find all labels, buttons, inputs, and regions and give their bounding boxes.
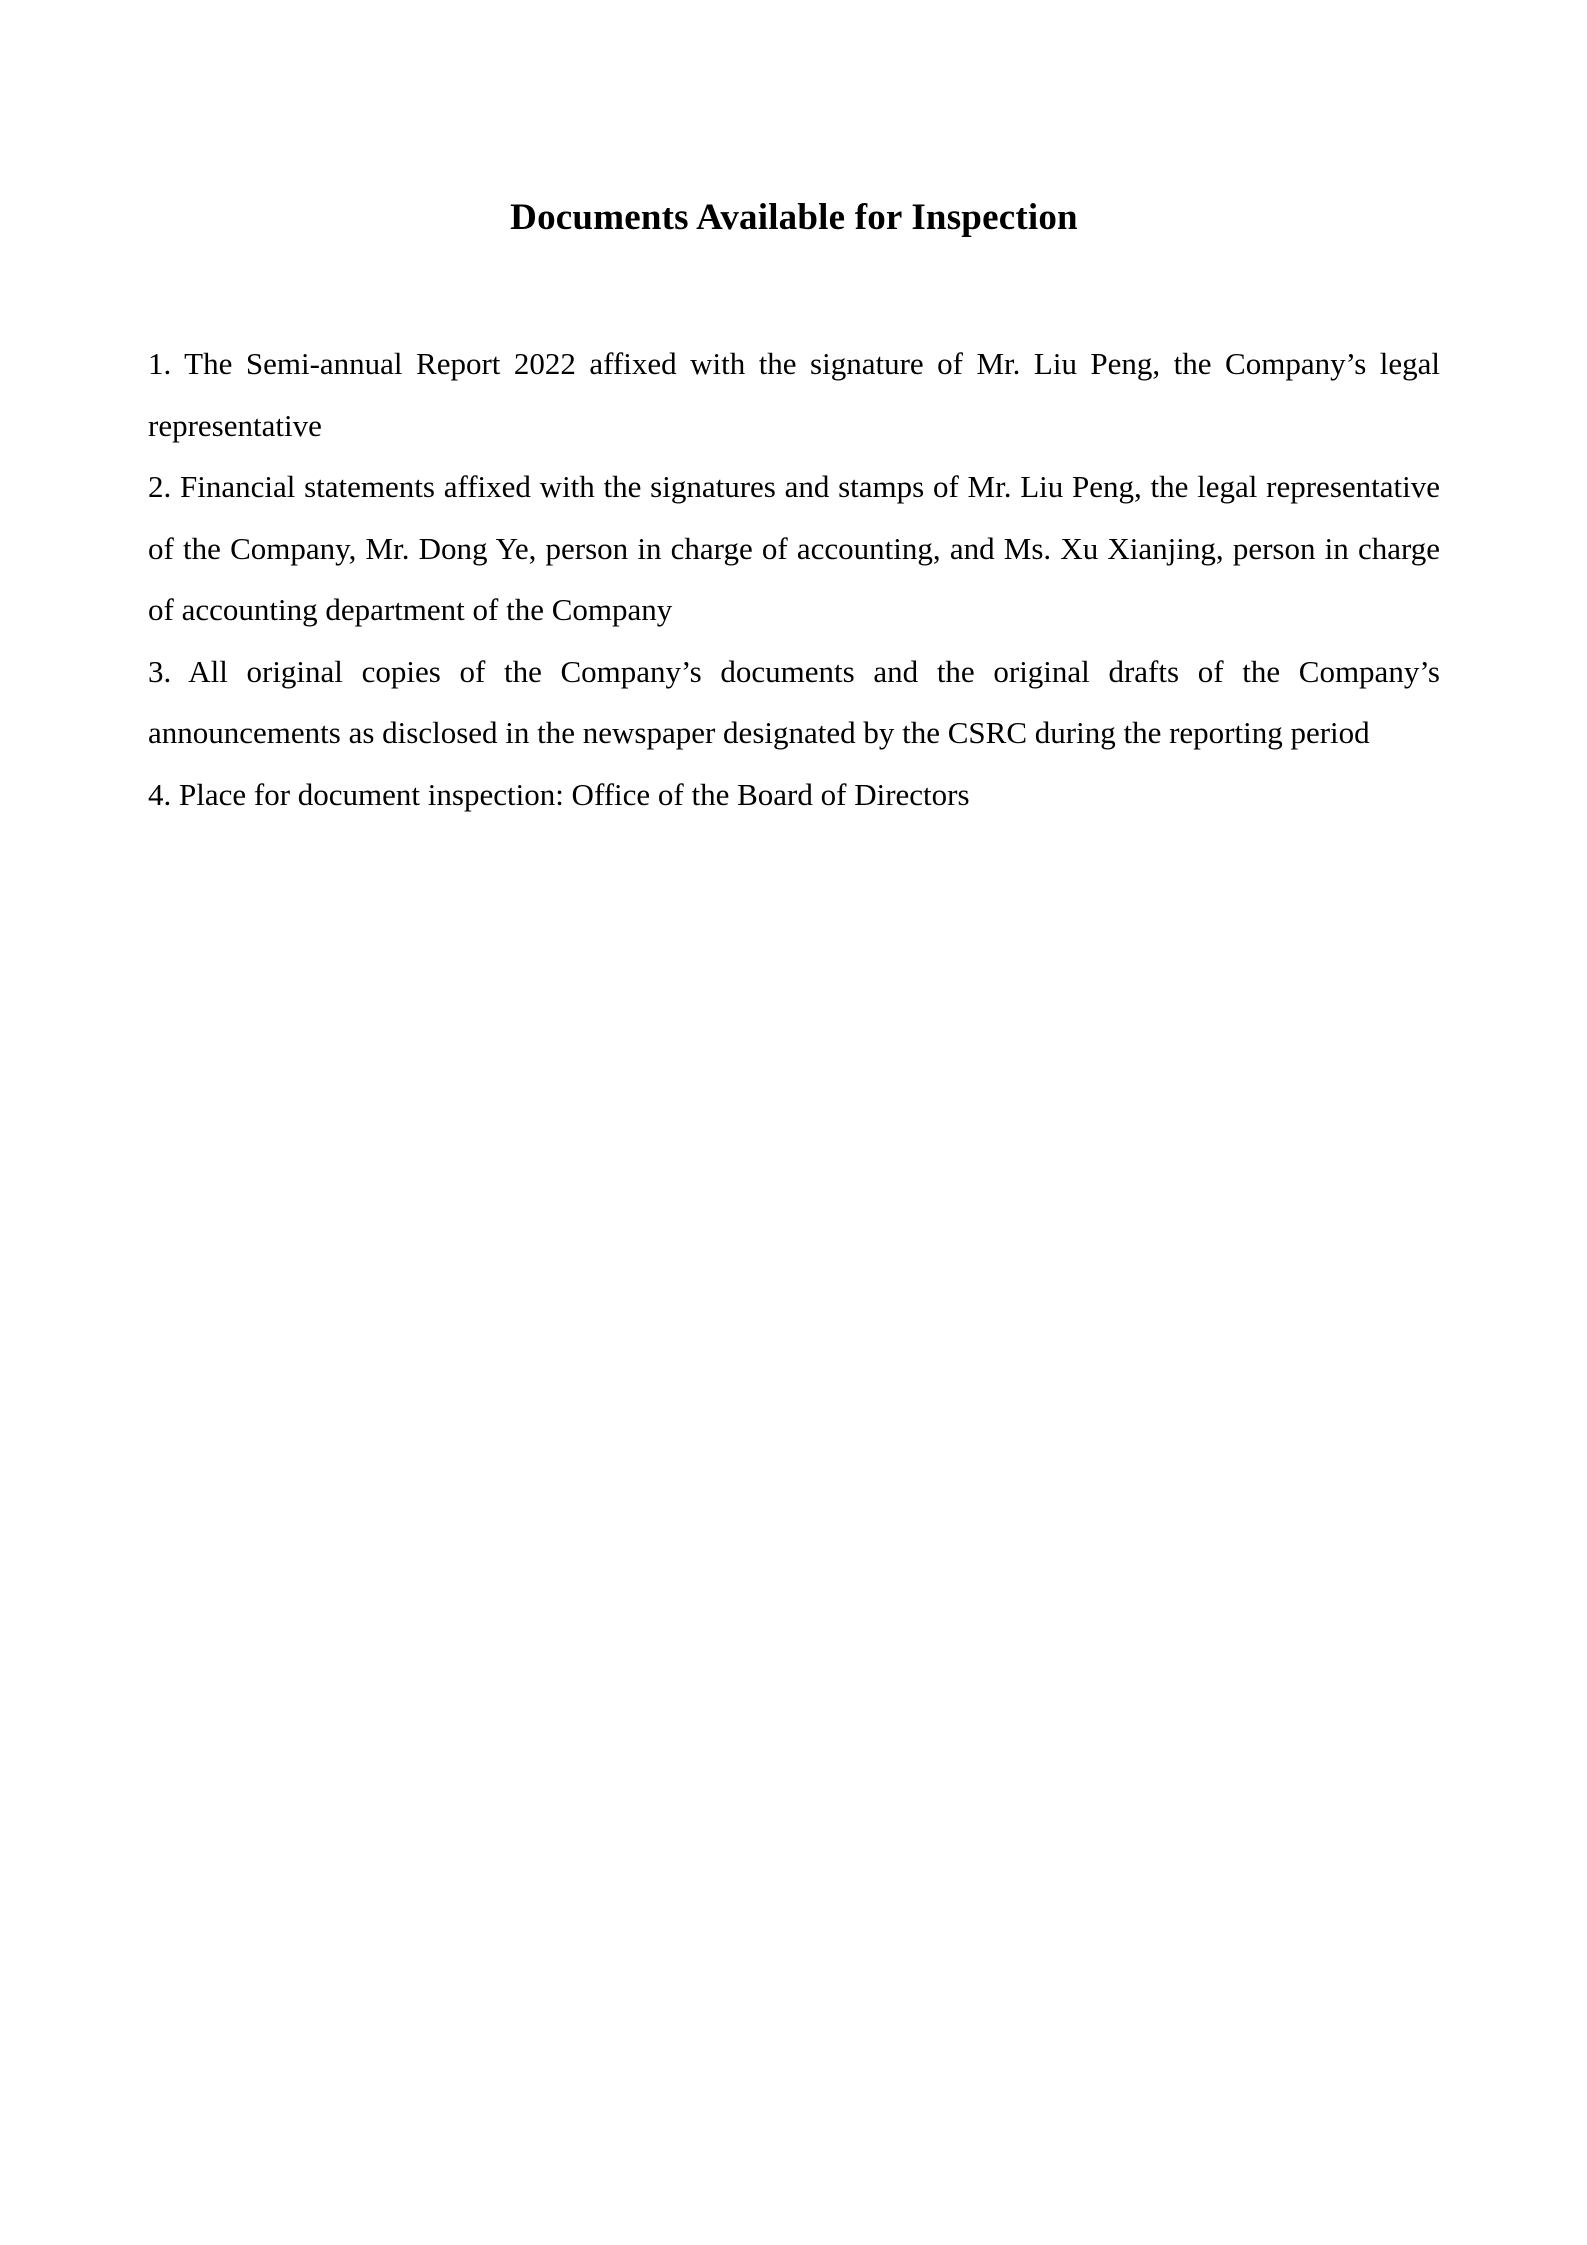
page-title: Documents Available for Inspection [510, 197, 1078, 238]
list-item: 4. Place for document inspection: Office of the Board of Directors [148, 776, 970, 812]
list-item: 2. Financial statements affixed with the signatures and stamps of Mr. Liu Peng, the legal representative of the Company, Mr. Dong Ye, person in charge of accounting, and Ms. Xu Xianjing, person in charge of accounting department of the Company [148, 469, 1440, 628]
page-content [148, 0, 1440, 825]
list-item: 1. The Semi-annual Report 2022 affixed with the signature of Mr. Liu Peng, the Company’s legal representative [148, 346, 1440, 443]
list-item: 3. All original copies of the Company’s documents and the original drafts of the Company’s announcements as disclosed in the newspaper designated by the CSRC during the reporting period [148, 653, 1440, 751]
inspection-items-list [148, 333, 1440, 825]
